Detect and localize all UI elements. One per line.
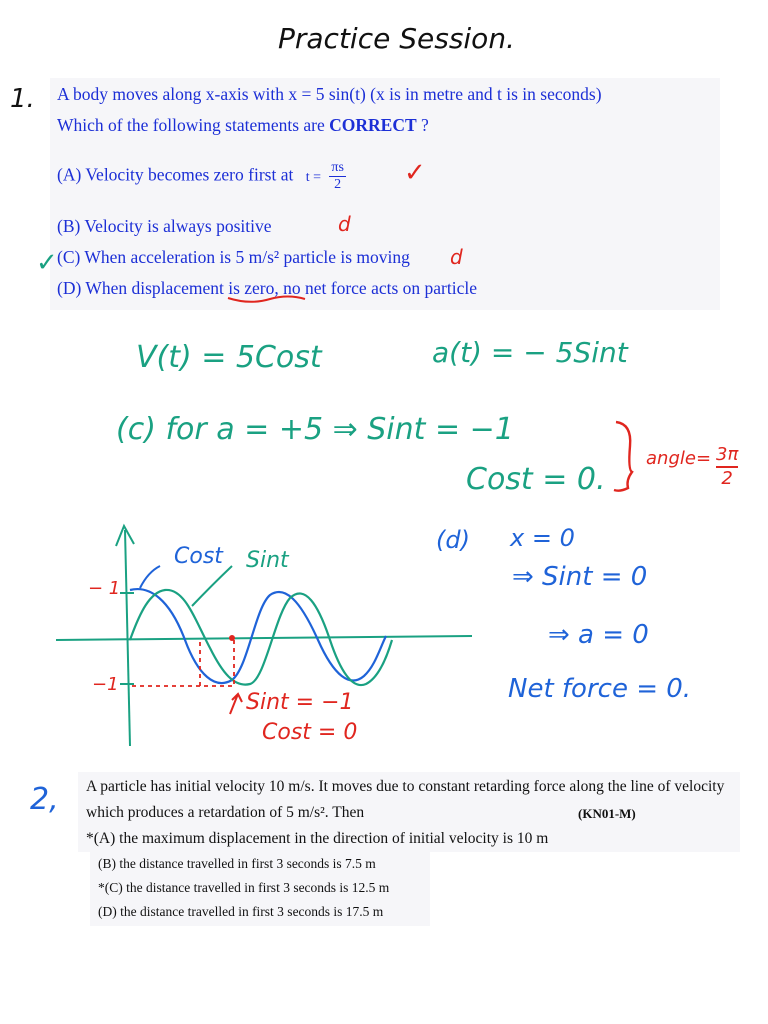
question-2-options-block	[90, 852, 430, 926]
q1-option-c: (C) When acceleration is 5 m/s² particle is moving	[57, 247, 410, 267]
question-2-block	[78, 772, 740, 852]
part-d-label: (d)	[436, 526, 470, 554]
q2-stem-line1: A particle has initial velocity 10 m/s. It moves due to constant retarding force along the line of velocity	[86, 778, 725, 795]
graph-x-axis	[56, 636, 472, 640]
velocity-equation: V(t) = 5Cost	[136, 340, 322, 375]
graph-label-sin: Sint	[246, 548, 289, 573]
q1-option-b: (B) Velocity is always positive	[57, 216, 272, 236]
q2-option-a: *(A) the maximum displacement in the direction of initial velocity is 10 m	[86, 830, 549, 847]
q1-stem-correct: CORRECT	[329, 115, 417, 135]
acceleration-equation: a(t) = − 5Sint	[432, 336, 628, 369]
q1-option-a-text: (A) Velocity becomes zero first at	[57, 164, 294, 185]
part-d-line3: ⇒ a = 0	[548, 620, 649, 650]
sin-label-arrow	[192, 566, 232, 606]
option-c-wrong-mark: d	[450, 245, 463, 269]
part-d-line1: x = 0	[510, 524, 575, 552]
option-c-check-mark: ✓	[36, 248, 58, 278]
cos-label-arrow	[140, 566, 160, 588]
question-1-number: 1.	[10, 84, 35, 114]
q2-stem-line2: which produces a retardation of 5 m/s². Then	[86, 804, 365, 821]
angle-numerator: 3π	[716, 444, 738, 468]
fraction-denominator: 2	[334, 177, 342, 192]
graph-y-axis	[125, 530, 130, 746]
graph-note-cos: Cost = 0	[262, 720, 358, 745]
part-d-line4: Net force = 0.	[508, 674, 692, 704]
q1-stem-line2-pre: Which of the following statements are	[57, 115, 330, 135]
graph-label-cos: Cost	[174, 544, 223, 569]
cos-curve	[130, 589, 386, 683]
part-c-line2: Cost = 0.	[466, 462, 606, 497]
angle-label: angle=	[646, 448, 712, 469]
graph-tick-top: − 1	[88, 578, 121, 599]
page-title: Practice Session.	[278, 22, 515, 55]
q2-option-d: (D) the distance travelled in first 3 seconds is 17.5 m	[98, 904, 384, 919]
zero-crossing-point	[229, 635, 235, 641]
q1-stem-line2-post: ?	[416, 115, 429, 135]
graph-tick-bottom: −1	[92, 674, 119, 695]
fraction-numerator: πs	[331, 160, 344, 175]
option-a-check-mark: ✓	[404, 158, 426, 188]
angle-denominator: 2	[721, 468, 733, 489]
part-d-line2: ⇒ Sint = 0	[512, 562, 648, 592]
q1-option-a-eq: t =	[305, 169, 321, 185]
q1-stem-line1: A body moves along x-axis with x = 5 sin(t) (x is in metre and t is in seconds)	[57, 84, 602, 104]
part-c-line1: (c) for a = +5 ⇒ Sint = −1	[116, 412, 514, 447]
q1-option-d: (D) When displacement is zero, no net force acts on particle	[57, 278, 477, 298]
question-2-number: 2,	[30, 782, 59, 817]
q2-option-b: (B) the distance travelled in first 3 seconds is 7.5 m	[98, 856, 376, 871]
option-b-wrong-mark: d	[338, 212, 351, 236]
graph-note-sin: Sint = −1	[246, 690, 354, 715]
q2-option-c: *(C) the distance travelled in first 3 seconds is 12.5 m	[98, 880, 390, 895]
q2-code: (KN01-M)	[578, 806, 636, 821]
sin-minus-one-arrow	[230, 694, 242, 714]
